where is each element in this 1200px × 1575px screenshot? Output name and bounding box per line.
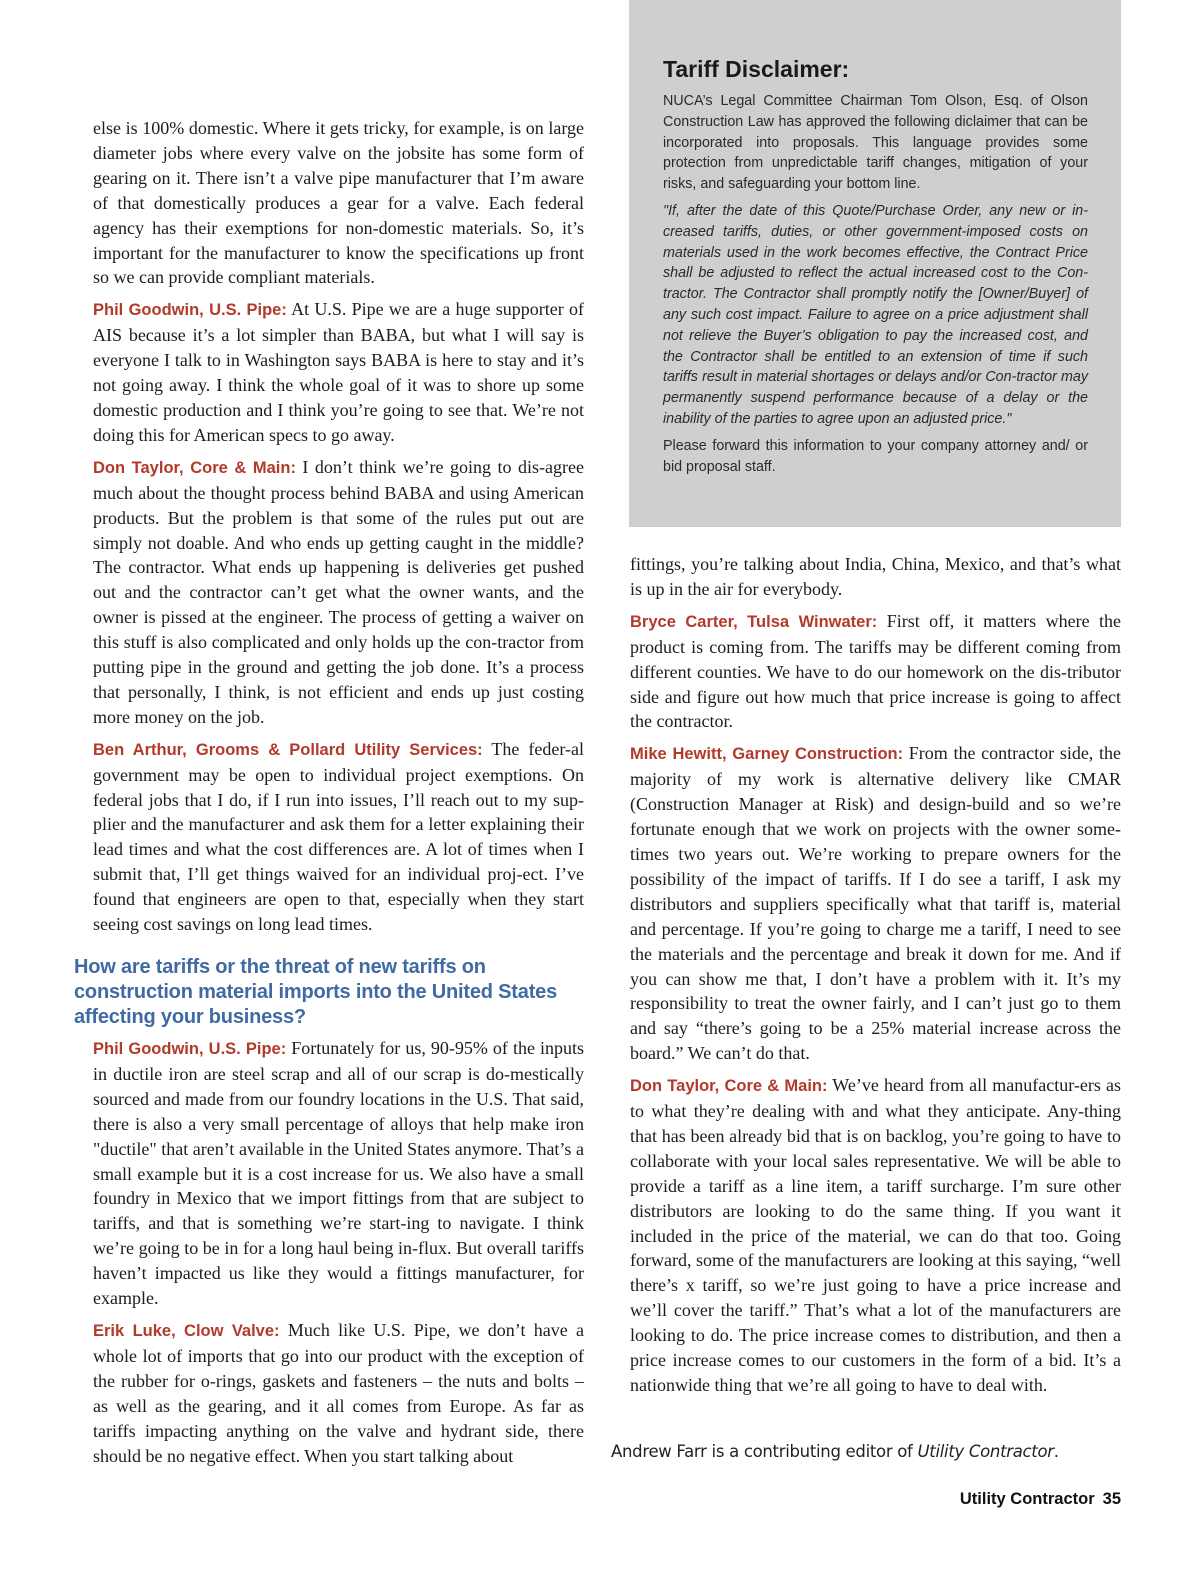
paragraph	[93, 737, 584, 937]
paragraph	[630, 741, 1121, 1066]
disclaimer-clause: "If, after the date of this Quote/Purchase Order, any new or in-creased tariffs, duties, or other government-imposed costs on materials used in the work becomes effective, the Contract Price shall be adjusted to reflect the actual increased cost to the Con-tractor. The Contractor shall promptly notify the [Owner/Buyer] of any such cost impact. Failure to agree on a price adjustment shall not relieve the Buyer’s obligation to pay the increased cost, and the Contractor shall be entitled to an extension of time if such tariffs result in material shortages or delays and/or Con-tractor may permanently suspend performance because of a delay or the inability of the parties to agree upon an adjusted price."	[663, 202, 1088, 427]
speaker-name: Erik Luke, Clow Valve:	[93, 1321, 280, 1340]
disclaimer-title: Tariff Disclaimer:	[663, 56, 850, 82]
footer-brand-light: Utility	[959, 1490, 1011, 1508]
tariff-disclaimer-box	[629, 0, 1121, 527]
paragraph-text: Fortunately for us, 90-95% of the inputs in ductile iron are steel scrap and all of our scrap is do-mestically sourced and made from our foundry locations in the U.S. That said, there is also a very small percentage of alloys that help make iron "ductile" that aren’t available in the United States anymore. That’s a small example but it is a cost increase for us. We also have a small foundry in Mexico that we import fittings from that are subject to tariffs, and that is something we’re start-ing to navigate. I think we’re going to be in for a long haul being in-flux. But overall tariffs haven’t impacted us like they would a fittings manufacturer, for example.	[93, 1038, 584, 1309]
speaker-name: Bryce Carter, Tulsa Winwater:	[630, 612, 878, 631]
disclaimer-intro: NUCA’s Legal Committee Chairman Tom Olson, Esq. of Olson Construction Law has approved the following diclaimer that can be incorporated into proposals. This language provides some protection from unpredictable tariff changes, mitigation of your risks, and safeguarding your bottom line.	[663, 93, 1088, 193]
paragraph-text: We’ve heard from all manufactur-ers as to what they’re dealing with and what they anticipate. Any-thing that has been already bid that is on backlog, you’re going to have to collaborate with your local sales representative. We will be able to provide a tariff as a line item, a tariff surcharge. I’m sure other distributors are looking to do the same thing. If you want it included in the price of the material, we can do that too. Going forward, some of the manufacturers are looking at this saying, “well there’s x tariff, so we’re just going to have a price increase and we’ll cover the tariff.” That’s what a lot of the manufacturers are looking to do. The price increase comes to distribution, and then a price increase comes to our customers in the form of a bid. It’s a nationwide thing that we’re all going to have to deal with.	[630, 1075, 1121, 1395]
paragraph-text: At U.S. Pipe we are a huge supporter of AIS because it’s a lot simpler than BABA, but what I will say is everyone I talk to in Washington says BABA is here to stay and it’s not going away. I think the whole goal of it was to shore up some domestic production and I think you’re going to see that. We’re not doing this for American specs to go away.	[93, 299, 585, 445]
disclaimer-closing: Please forward this information to your company attorney and/ or bid proposal staff.	[663, 437, 1088, 475]
byline-text: is a contributing editor of	[706, 1442, 918, 1461]
author-name: Andrew Farr	[611, 1442, 707, 1461]
paragraph-text: First off, it matters where the product is coming from. The tariffs may be different coming from different counties. We have to do our homework on the dis-tributor side and figure out how much that price increase is going to affect the contractor.	[630, 610, 1121, 732]
paragraph	[93, 116, 584, 290]
paragraph	[630, 1073, 1121, 1398]
paragraph-text: From the contractor side, the majority of my work is alternative delivery like CMAR (Construction Manager at Risk) and design-build and so we’re fortunate enough that we work on projects with the owner some-times two years out. We’re working to prepare owners for the possibility of the impact of tariffs. If I do see a tariff, I ask my distributors and suppliers specifically what that tariff is, material and percentage. If you’re going to charge me a tariff, I need to see the materials and the percentage and break it down for me. And if you can show me that, I don’t have a problem with it. It’s my responsibility to treat the owner fairly, and I can’t just go to them and say “there’s going to be a 25% material increase across the board.” We can’t do that.	[630, 743, 1121, 1064]
page-number: 35	[1102, 1490, 1121, 1508]
paragraph-text: I don’t think we’re going to dis-agree much about the thought process behind BABA and using American products. But the problem is that some of the rules put out are simply not doable. And who ends up getting caught in the middle? The contractor. What ends up happening is deliveries get pushed out and the contractor can’t get what the owner wants, and the owner is pissed at the engineer. The process of getting a waiver on this stuff is also complicated and only holds up the con-tractor from putting pipe in the ground and getting the job done. It’s a process that personally, I think, is not efficient and ends up just costing more money on the job.	[93, 456, 584, 727]
byline-end: .	[1053, 1442, 1059, 1461]
speaker-name: Ben Arthur, Grooms & Pollard Utility Services:	[93, 740, 483, 759]
paragraph	[93, 1318, 584, 1468]
paragraph	[630, 609, 1121, 735]
paragraph-text: else is 100% domestic. Where it gets tricky, for example, is on large diameter jobs where every valve on the jobsite has some form of gearing on it. There isn’t a valve pipe manufacturer that I’m aware of that domestically produces a gear for a valve. Each federal agency has their exemptions for non-domestic materials. So, it’s important for the manufacturer to know the specifications up front so we can provide compliant materials.	[93, 118, 584, 288]
page-footer	[960, 1490, 1121, 1509]
paragraph-text: fittings, you’re talking about India, China, Mexico, and that’s what is up in the air for everybody.	[630, 554, 1121, 599]
paragraph-text: Much like U.S. Pipe, we don’t have a whole lot of imports that go into our product with the exception of the rubber for o-rings, gaskets and fasteners – the nuts and bolts – as well as the gearing, and it all comes from Europe. As far as tariffs impacting anything on the valve and hydrant side, there should be no negative effect. When you start talking about	[93, 1319, 584, 1466]
section-question-heading: How are tariffs or the threat of new tariffs on construction material imports into the United States affecting your business?	[74, 956, 557, 1028]
speaker-name: Phil Goodwin, U.S. Pipe:	[93, 301, 287, 320]
paragraph	[93, 297, 584, 447]
paragraph-text: The feder-al government may be open to individual project exemptions. On federal jobs that I do, if I run into issues, I’ll reach out to my sup-plier and the manufacturer and ask them for a letter explaining their lead times and what the cost differences are. A lot of times when I submit that, I’ll get things waived for an individual proj-ect. I’ve found that engineers are open to that, especially when they start seeing cost savings on long lead times.	[93, 738, 585, 935]
left-column	[74, 116, 585, 1475]
paragraph	[93, 1036, 584, 1311]
right-column	[630, 552, 1121, 1405]
paragraph	[630, 552, 1121, 602]
speaker-name: Mike Hewitt, Garney Construction:	[630, 745, 904, 764]
disclaimer-content	[663, 56, 1088, 483]
paragraph	[93, 455, 584, 730]
publication-name: Utility Contractor	[917, 1442, 1054, 1461]
footer-brand-bold: Contractor	[1010, 1490, 1095, 1508]
author-byline	[611, 1442, 1059, 1461]
speaker-name: Don Taylor, Core & Main:	[630, 1077, 828, 1096]
speaker-name: Phil Goodwin, U.S. Pipe:	[93, 1040, 287, 1058]
speaker-name: Don Taylor, Core & Main:	[93, 458, 296, 477]
